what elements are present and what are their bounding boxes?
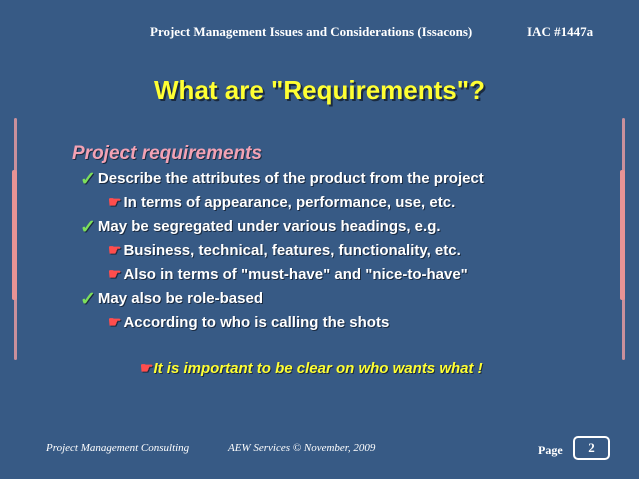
footer-company: Project Management Consulting	[46, 442, 190, 454]
check-icon: ✓	[80, 289, 96, 310]
page-label: Page	[538, 443, 563, 457]
pointing-hand-icon: ☛	[108, 242, 122, 259]
footer-copyright: AEW Services © November, 2009	[228, 442, 376, 454]
right-accent-bar-inner	[620, 170, 625, 300]
check-icon: ✓	[80, 169, 96, 190]
bullet-text: May be segregated under various headings, e.g.	[97, 218, 441, 235]
bullet-item	[80, 168, 484, 191]
callout-text: It is important to be clear on who wants what !	[153, 360, 483, 377]
pointing-hand-icon: ☛	[108, 266, 122, 283]
sub-bullet-item	[108, 313, 389, 331]
slide-title: What are "Requirements"?	[154, 75, 485, 105]
bullet-text: In terms of appearance, performance, use, etc.	[123, 194, 456, 211]
bullet-item	[80, 288, 263, 311]
callout-note	[140, 359, 483, 377]
sub-bullet-item	[108, 193, 455, 211]
bullet-text: Business, technical, features, functionality, etc.	[123, 242, 461, 259]
section-heading: Project requirements	[72, 143, 263, 164]
sub-bullet-item	[108, 241, 461, 259]
check-icon: ✓	[80, 217, 96, 238]
bullet-text: Describe the attributes of the product from the project	[97, 170, 484, 187]
bullet-item	[80, 216, 441, 239]
pointing-hand-icon: ☛	[108, 314, 122, 331]
sub-bullet-item	[108, 265, 468, 283]
page-number: 2	[573, 436, 610, 460]
left-accent-bar-inner	[12, 170, 17, 300]
pointing-hand-icon: ☛	[140, 360, 154, 377]
pointing-hand-icon: ☛	[108, 194, 122, 211]
header-id: IAC #1447a	[527, 24, 594, 39]
bullet-text: May also be role-based	[97, 290, 263, 307]
bullet-text: According to who is calling the shots	[123, 314, 390, 331]
header-title: Project Management Issues and Considerations (Issacons)	[150, 24, 473, 39]
bullet-text: Also in terms of "must-have" and "nice-to-have"	[123, 266, 468, 283]
